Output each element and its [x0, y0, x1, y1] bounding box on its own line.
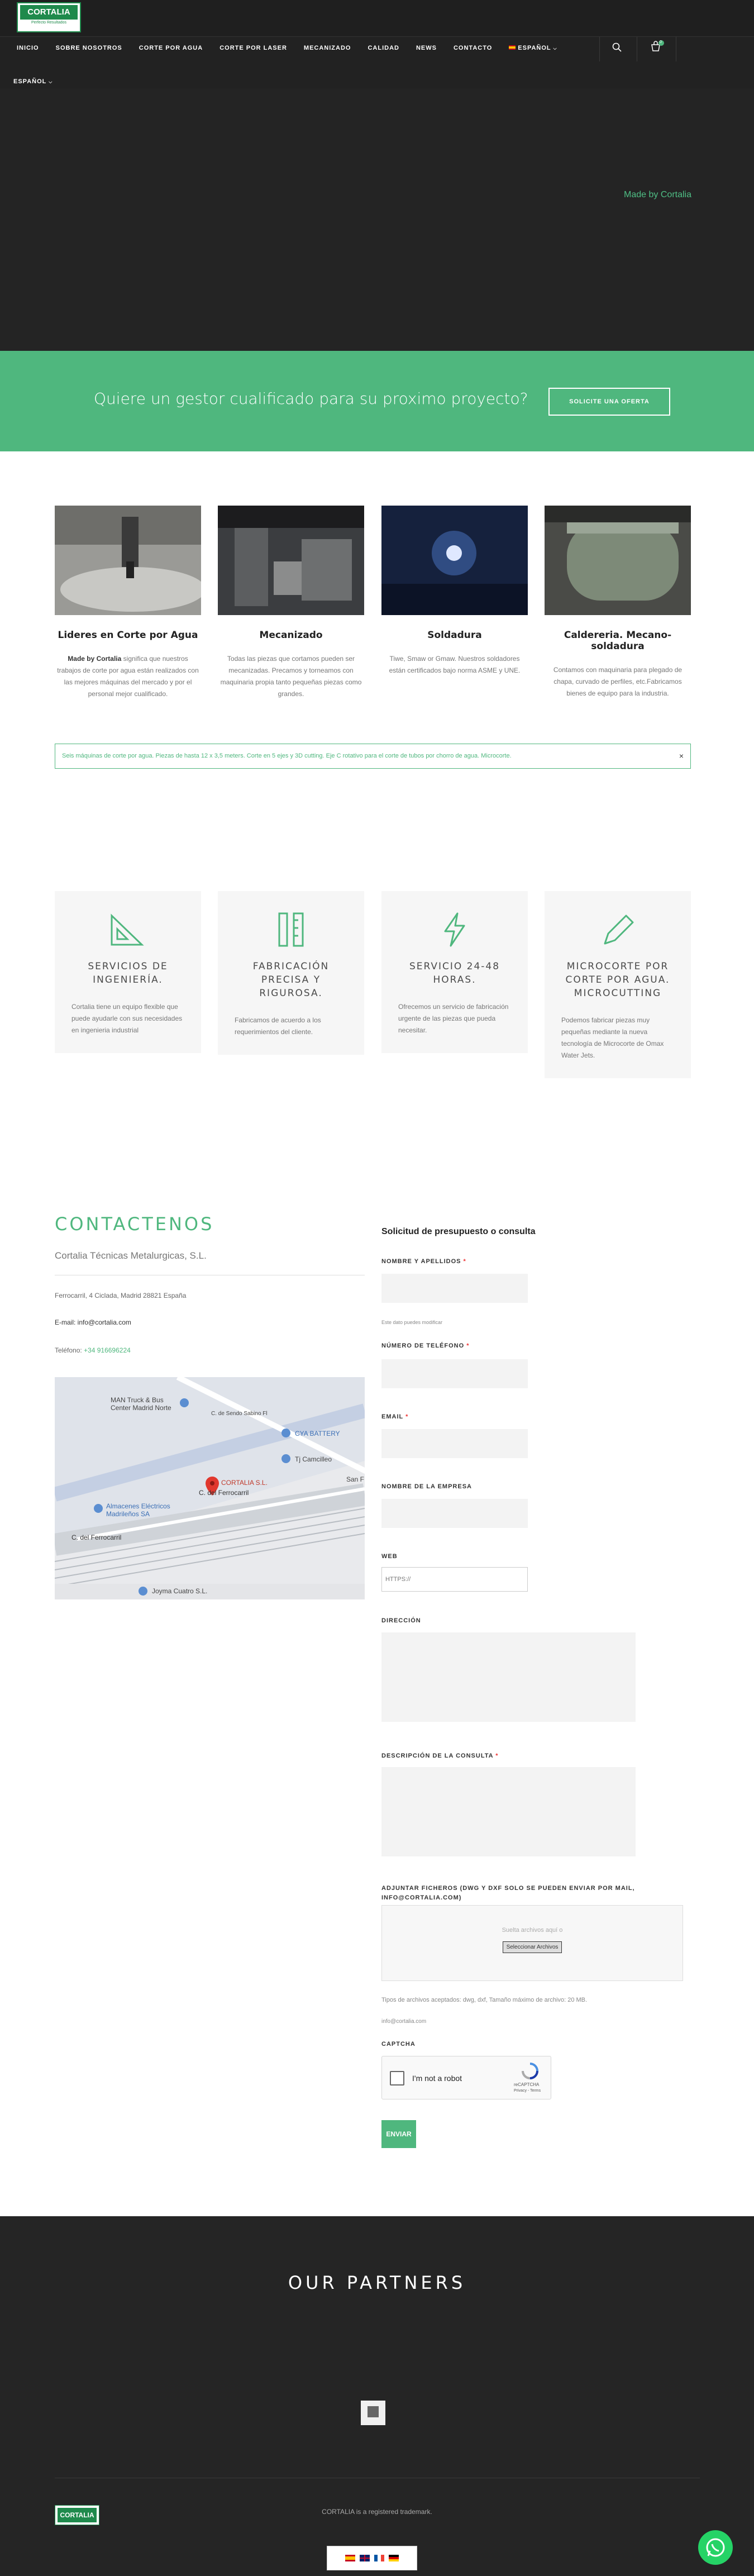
partners-heading: OUR PARTNERS [288, 2272, 466, 2293]
divider [599, 37, 600, 61]
search-icon[interactable] [612, 42, 622, 53]
service-water-cutting [55, 506, 201, 700]
whatsapp-icon [698, 2530, 733, 2565]
nav-item-inicio[interactable]: INICIO [17, 45, 39, 51]
copyright: CORTALIA is a registered trademark. [322, 2508, 432, 2516]
language-selector[interactable] [509, 45, 557, 54]
set-square-icon [108, 911, 147, 948]
map-label: C. del Ferrocarril [71, 1534, 122, 1541]
address-label: DIRECCIÓN [381, 1617, 421, 1624]
nav-item-agua[interactable]: CORTE POR AGUA [139, 45, 203, 51]
nav-item-laser[interactable]: CORTE POR LASER [219, 45, 287, 51]
card-text: Cortalia tiene un equipo flexible que puede ayudarle con sus necesidades en ingenieria industrial [71, 1003, 183, 1034]
captcha-checkbox[interactable] [390, 2071, 404, 2085]
phone-label-text: NÚMERO DE TELÉFONO [381, 1342, 465, 1349]
dropzone-text: Suelta archivos aquí o [502, 1927, 563, 1934]
machining-photo [218, 506, 364, 615]
water-cutting-photo [55, 506, 201, 615]
logo-wordmark: CORTALIA [20, 5, 78, 20]
card-title: MICROCORTE POR CORTE POR AGUA. MICROCUTTING [565, 961, 670, 999]
request-offer-button[interactable]: SOLICITE UNA OFERTA [548, 388, 670, 416]
nav-item-news[interactable]: NEWS [416, 45, 437, 51]
file-types-note: Tipos de archivos aceptados: dwg, dxf, Tamaño máximo de archivo: 20 MB. [381, 1997, 588, 2003]
service-machining [218, 506, 364, 700]
cart-count: 0 [660, 40, 662, 44]
feature-card-urgent [381, 891, 528, 1053]
map-label: CYA BATTERY [295, 1430, 340, 1437]
email-field[interactable] [381, 1429, 528, 1458]
map-label: CORTALIA S.L. [221, 1479, 268, 1487]
email-label-text: EMAIL [381, 1413, 404, 1420]
company-email[interactable]: E-mail: info@cortalia.com [55, 1318, 131, 1326]
cta-band [0, 351, 754, 451]
france-flag-icon[interactable] [374, 2555, 384, 2561]
feature-card-fabrication [218, 891, 364, 1055]
map-label: MAN Truck & Bus Center Madrid Norte [111, 1396, 171, 1412]
chevron-down-icon: ⌵ [553, 46, 557, 51]
feature-card-engineering [55, 891, 201, 1053]
captcha-label: CAPTCHA [381, 2041, 416, 2048]
location-map[interactable] [55, 1377, 365, 1599]
recaptcha-links[interactable]: Privacy - Terms [514, 2089, 541, 2093]
pencil-ruler-icon [271, 911, 311, 948]
hero-credit: Made by Cortalia [624, 190, 691, 199]
description-label-text: DESCRIPCIÓN DE LA CONSULTA [381, 1753, 494, 1759]
recaptcha-logo-icon [521, 2062, 540, 2080]
cart-icon[interactable] [650, 40, 665, 54]
card-text: Ofrecemos un servicio de fabricación urgente de las piezas que pueda necesitar. [398, 1003, 509, 1034]
spain-flag-icon[interactable] [345, 2555, 355, 2561]
whatsapp-button[interactable] [698, 2530, 733, 2565]
phone-field[interactable] [381, 1359, 528, 1388]
uk-flag-icon[interactable] [360, 2555, 370, 2561]
phone-label: NÚMERO DE TELÉFONO * [381, 1342, 470, 1349]
submit-button[interactable]: ENVIAR [381, 2120, 416, 2148]
nav-item-sobre[interactable]: SOBRE NOSOTROS [55, 45, 122, 51]
web-label: WEB [381, 1553, 398, 1560]
logo-tagline: Perfecto Resultados [31, 21, 67, 25]
map-graphic [55, 1377, 365, 1599]
map-label: Joyma Cuatro S.L. [152, 1587, 208, 1595]
notice-text: Seis máquinas de corte por agua. Piezas de hasta 12 x 3,5 meters. Corte en 5 ejes y 3D cutting. Eje C rotativo para el corte de tubos por chorro de agua. Microcorte. [62, 753, 512, 759]
card-title: SERVICIO 24-48 HORAS. [409, 961, 500, 985]
nav-item-calidad[interactable]: CALIDAD [368, 45, 399, 51]
service-text: Todas las piezas que cortamos pueden ser mecanizadas. Precamos y torneamos con maquinaria propia tanto pequeñas piezas como grandes. [220, 655, 362, 698]
service-welding [381, 506, 528, 677]
partner-logo[interactable] [361, 2401, 385, 2425]
contact-heading: CONTACTENOS [55, 1213, 214, 1235]
form-title: Solicitud de presupuesto o consulta [381, 1227, 536, 1236]
map-label: Almacenes Eléctricos Madrileños SA [106, 1502, 170, 1518]
mobile-language-label: ESPAÑOL [13, 78, 47, 85]
service-text: Contamos con maquinaria para plegado de chapa, curvado de perfiles, etc.Fabricamos bienes de equipo para la industria. [553, 666, 683, 697]
card-title: SERVICIOS DE INGENIERÍA. [88, 961, 168, 985]
boilermaking-photo [545, 506, 691, 615]
recaptcha-widget [381, 2056, 551, 2099]
service-boilermaking [545, 506, 691, 699]
language-label: ESPAÑOL [518, 45, 551, 51]
service-title: Mecanizado [259, 630, 323, 641]
map-label: C. del Ferrocarril [199, 1489, 249, 1497]
card-title: FABRICACIÓN PRECISA Y RIGUROSA. [252, 961, 330, 999]
lightning-icon [435, 911, 474, 948]
name-hint: Este dato puedes modificar [381, 1320, 443, 1325]
site-logo[interactable] [17, 2, 81, 32]
site-footer [0, 2216, 754, 2576]
description-field[interactable] [381, 1767, 636, 1856]
phone-label: Teléfono: [55, 1346, 84, 1354]
germany-flag-icon[interactable] [389, 2555, 399, 2561]
company-phone-row [55, 1346, 131, 1354]
language-flags [327, 2546, 417, 2570]
select-files-button[interactable]: Seleccionar Archivos [503, 1941, 562, 1953]
company-name: Cortalia Técnicas Metalurgicas, S.L. [55, 1250, 207, 1261]
service-text-highlight: Made by Cortalia [68, 655, 122, 663]
close-icon[interactable]: × [679, 751, 684, 760]
description-label: DESCRIPCIÓN DE LA CONSULTA * [381, 1753, 499, 1759]
service-text-body: significa que nuestros trabajos de corte por agua están realizados con las mejores máquinas del mercado y por el personal mejor cualificado. [57, 655, 199, 698]
service-text [55, 653, 201, 700]
recaptcha-brand: reCAPTCHA [514, 2082, 540, 2087]
captcha-text: I'm not a robot [412, 2074, 462, 2083]
service-title: Soldadura [427, 630, 482, 641]
mobile-language-selector[interactable] [13, 78, 53, 85]
nav-item-mecanizado[interactable]: MECANIZADO [303, 45, 351, 51]
spain-flag-icon [509, 45, 516, 50]
main-nav [17, 45, 557, 54]
name-field[interactable] [381, 1274, 528, 1303]
email-label: EMAIL * [381, 1413, 409, 1420]
feature-card-microcutting [545, 891, 691, 1078]
service-text: Tiwe, Smaw or Gmaw. Nuestros soldadores están certificados bajo norma ASME y UNE. [389, 655, 521, 674]
pen-icon [598, 911, 637, 948]
map-label: C. de Sendo Sabino Fl [211, 1411, 268, 1417]
welding-photo [381, 506, 528, 615]
top-bar [0, 0, 754, 37]
file-dropzone[interactable] [381, 1905, 683, 1981]
phone-link[interactable]: +34 916696224 [84, 1346, 131, 1354]
name-label: NOMBRE Y APELLIDOS * [381, 1258, 466, 1265]
card-text: Fabricamos de acuerdo a los requerimientos del cliente. [235, 1016, 321, 1036]
files-label: ADJUNTAR FICHEROS (DWG Y DXF SOLO SE PUEDEN ENVIAR POR MAIL, INFO@CORTALIA.COM) [381, 1885, 635, 1901]
file-email-note: info@cortalia.com [381, 2018, 427, 2025]
service-title: Lideres en Corte por Agua [58, 630, 198, 641]
nav-item-contacto[interactable]: CONTACTO [453, 45, 493, 51]
hero-section [0, 88, 754, 351]
company-address: Ferrocarril, 4 Ciclada, Madrid 28821 España [55, 1292, 187, 1299]
address-field[interactable] [381, 1632, 636, 1722]
site-header [0, 0, 754, 88]
name-label-text: NOMBRE Y APELLIDOS [381, 1258, 461, 1265]
chevron-down-icon: ⌵ [49, 79, 53, 84]
service-title: Caldereria. Mecano-soldadura [564, 630, 672, 652]
cta-question: Quiere un gestor cualificado para su proximo proyecto? [94, 389, 528, 408]
info-notice [55, 744, 691, 769]
card-text: Podemos fabricar piezas muy pequeñas mediante la nueva tecnología de Microcorte de Omax Water Jets. [561, 1016, 664, 1059]
map-label: San F [346, 1475, 365, 1483]
web-field[interactable]: HTTPS:// [381, 1567, 528, 1592]
company-label: NOMBRE DE LA EMPRESA [381, 1483, 472, 1490]
company-field[interactable] [381, 1499, 528, 1528]
footer-logo-text: CORTALIA [58, 2508, 97, 2522]
map-label: Tj Camcilleo [295, 1455, 332, 1463]
